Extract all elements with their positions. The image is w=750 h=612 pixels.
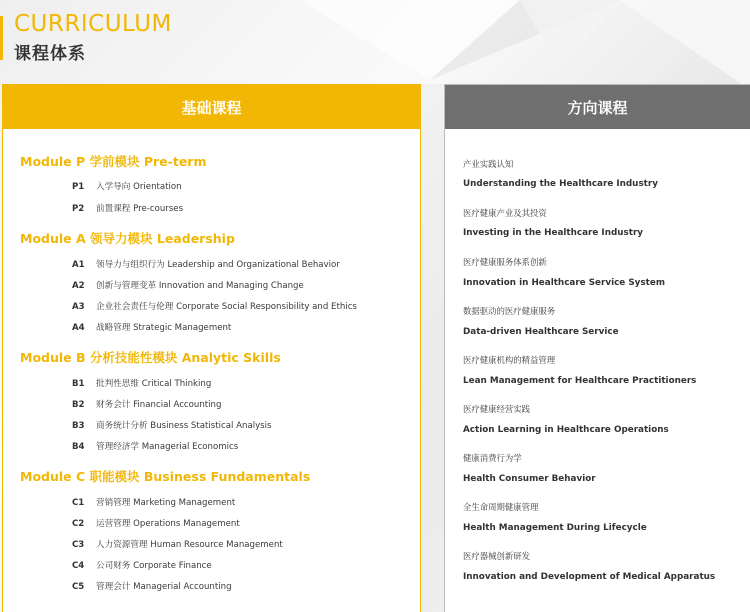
elective-course-cn: 健康消费行为学 <box>463 453 522 463</box>
course-name: 企业社会责任与伦理 Corporate Social Responsibility and Ethics <box>96 302 357 312</box>
course-code: A2 <box>72 281 85 291</box>
module-title-c: Module C 职能模块 Business Fundamentals <box>20 469 311 484</box>
elective-course-cn: 医疗健康产业及其投资 <box>463 208 547 218</box>
page-title: CURRICULUM <box>14 11 172 37</box>
course-item <box>72 517 240 529</box>
course-name: 管理会计 Managerial Accounting <box>96 582 232 592</box>
elective-course-cn: 数据驱动的医疗健康服务 <box>463 306 556 316</box>
course-code: A1 <box>72 260 85 270</box>
foundation-courses-heading: 基础课程 <box>3 85 420 129</box>
elective-course-en: Innovation in Healthcare Service System <box>463 278 665 288</box>
module-title-p: Module P 学前模块 Pre-term <box>20 154 207 169</box>
course-code: A3 <box>72 302 85 312</box>
course-name: 管理经济学 Managerial Economics <box>96 442 239 452</box>
elective-course-cn: 产业实践认知 <box>463 159 514 169</box>
course-code: C1 <box>72 498 85 508</box>
course-item <box>72 398 221 410</box>
module-title-b: Module B 分析技能性模块 Analytic Skills <box>20 350 281 365</box>
elective-course-cn: 医疗健康机构的精益管理 <box>463 355 556 365</box>
course-name: 人力资源管理 Human Resource Management <box>96 540 283 550</box>
course-name: 入学导向 Orientation <box>96 182 182 192</box>
course-name: 领导力与组织行为 Leadership and Organizational Behavior <box>96 260 340 270</box>
course-name: 营销管理 Marketing Management <box>96 498 236 508</box>
page-subtitle: 课程体系 <box>14 44 86 64</box>
course-item <box>72 279 304 291</box>
course-name: 战略管理 Strategic Management <box>96 323 232 333</box>
header-accent-bar <box>0 16 3 60</box>
elective-course-en: Understanding the Healthcare Industry <box>463 179 658 189</box>
foundation-courses-panel <box>2 84 421 612</box>
course-name: 批判性思维 Critical Thinking <box>96 379 212 389</box>
course-item <box>72 559 212 571</box>
course-item <box>72 496 235 508</box>
elective-course-en: Innovation and Development of Medical Apparatus <box>463 572 716 582</box>
elective-course-cn: 医疗健康经营实践 <box>463 404 530 414</box>
elective-course-cn: 医疗器械创新研发 <box>463 551 530 561</box>
course-name: 创新与管理变革 Innovation and Managing Change <box>96 281 304 291</box>
course-code: B4 <box>72 442 85 452</box>
course-code: P2 <box>72 204 85 214</box>
course-code: B1 <box>72 379 85 389</box>
elective-course-cn: 全生命周期健康管理 <box>463 502 539 512</box>
course-code: P1 <box>72 182 85 192</box>
course-name: 财务会计 Financial Accounting <box>96 400 222 410</box>
course-item <box>72 321 231 333</box>
course-code: A4 <box>72 323 85 333</box>
course-item <box>72 440 238 452</box>
course-item <box>72 202 183 214</box>
elective-courses-heading: 方向课程 <box>445 85 750 129</box>
course-item <box>72 258 340 270</box>
course-item <box>72 419 272 431</box>
course-item <box>72 580 232 592</box>
course-code: C2 <box>72 519 85 529</box>
elective-course-en: Lean Management for Healthcare Practitioners <box>463 376 697 386</box>
course-item <box>72 180 182 192</box>
course-code: B3 <box>72 421 85 431</box>
elective-course-en: Investing in the Healthcare Industry <box>463 228 644 238</box>
elective-course-en: Health Consumer Behavior <box>463 474 596 484</box>
elective-courses-panel <box>444 84 750 612</box>
course-item <box>72 300 357 312</box>
elective-course-en: Action Learning in Healthcare Operations <box>463 425 669 435</box>
page-header <box>0 0 300 70</box>
module-title-a: Module A 领导力模块 Leadership <box>20 231 235 246</box>
elective-course-en: Data-driven Healthcare Service <box>463 327 619 337</box>
course-item <box>72 538 283 550</box>
course-code: C3 <box>72 540 85 550</box>
elective-course-cn: 医疗健康服务体系创新 <box>463 257 547 267</box>
course-code: C5 <box>72 582 85 592</box>
course-item <box>72 377 211 389</box>
course-code: B2 <box>72 400 85 410</box>
course-name: 公司财务 Corporate Finance <box>96 561 212 571</box>
course-code: C4 <box>72 561 85 571</box>
course-name: 商务统计分析 Business Statistical Analysis <box>96 421 272 431</box>
course-name: 前置课程 Pre-courses <box>96 204 184 214</box>
elective-course-en: Health Management During Lifecycle <box>463 523 647 533</box>
course-name: 运营管理 Operations Management <box>96 519 240 529</box>
